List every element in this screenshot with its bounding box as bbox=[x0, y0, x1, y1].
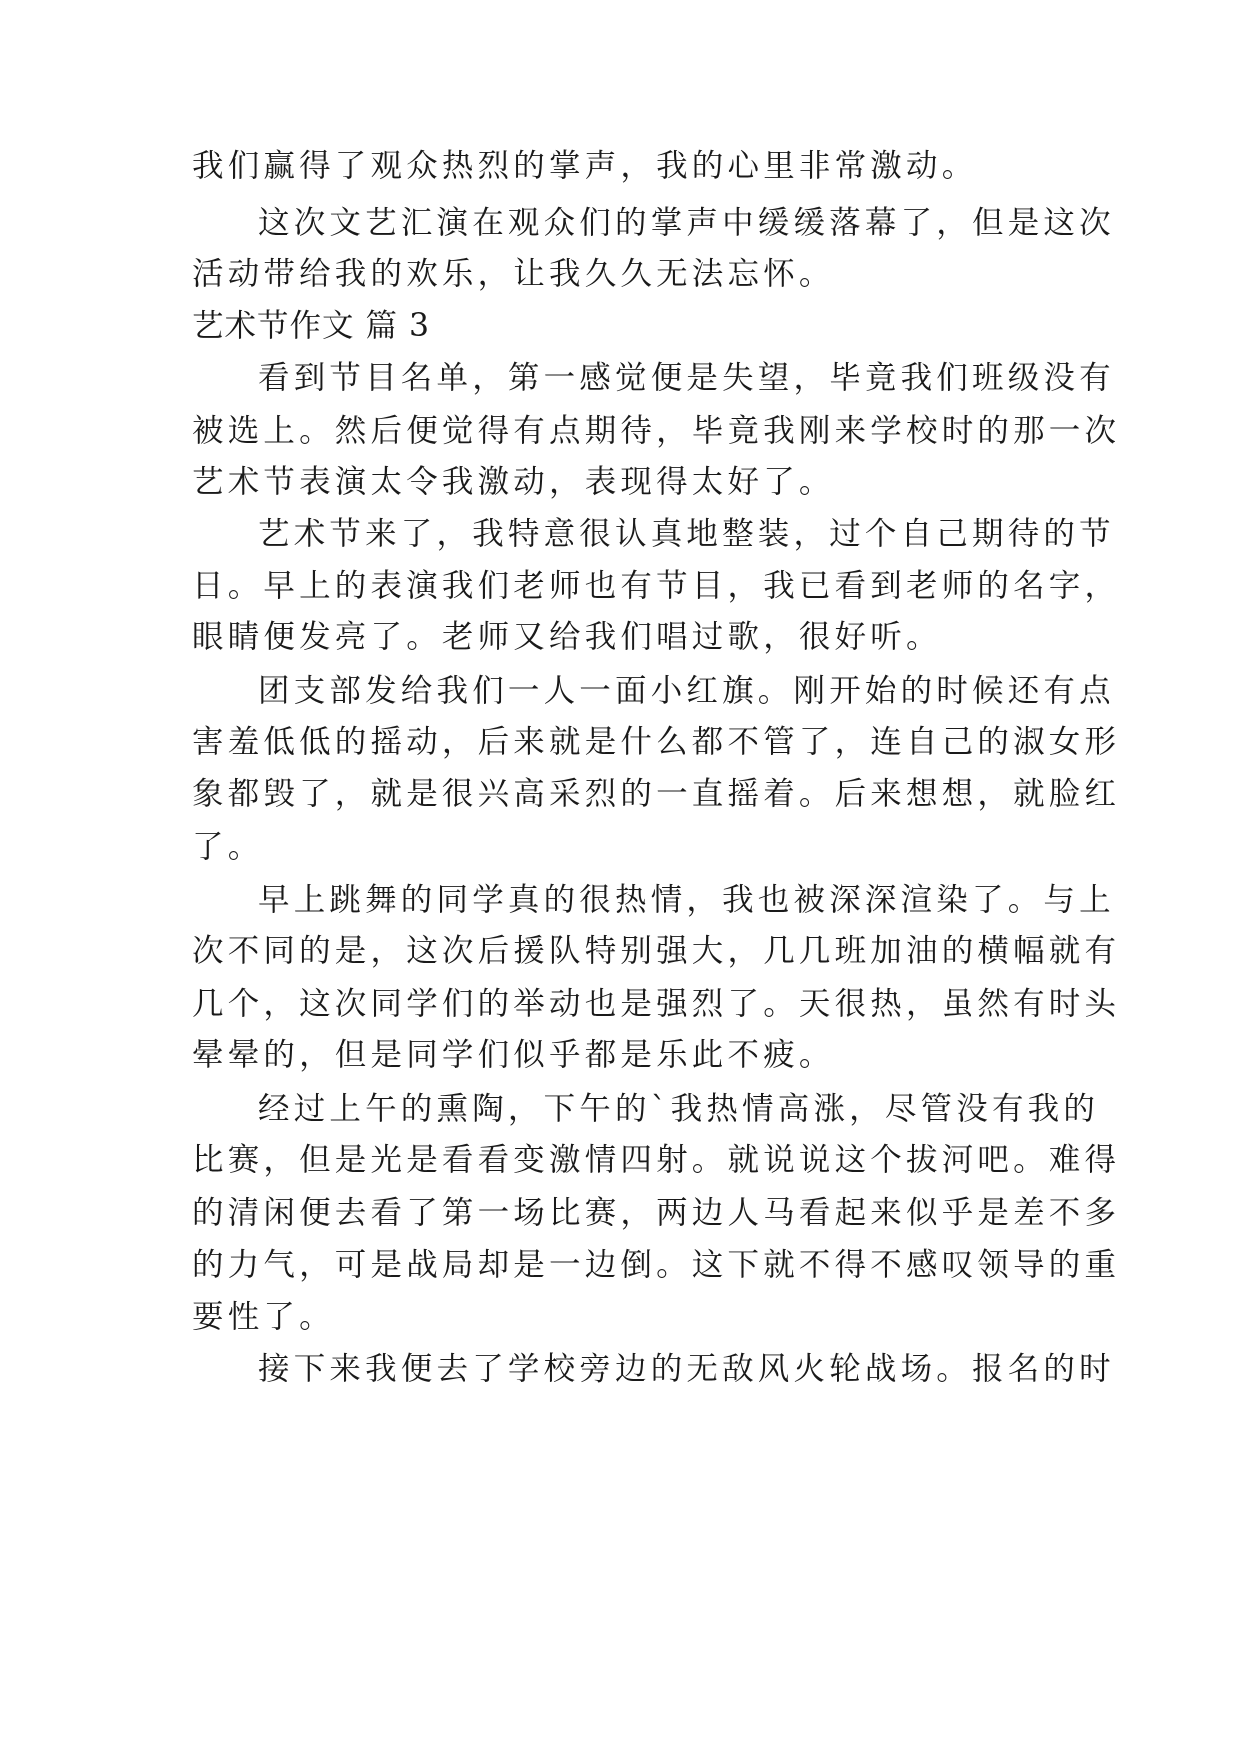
paragraph-first-line: 团支部发给我们一人一面小红旗。刚开始的时候还有点 bbox=[258, 673, 1115, 709]
text-line: 象都毁了，就是很兴高采烈的一直摇着。后来想想，就脸红 bbox=[192, 776, 1121, 812]
text-line: 的力气，可是战局却是一边倒。这下就不得不感叹领导的重 bbox=[192, 1247, 1121, 1283]
text-line: 活动带给我的欢乐，让我久久无法忘怀。 bbox=[192, 256, 835, 292]
paragraph-first-line: 经过上午的熏陶，下午的`我热情高涨，尽管没有我的 bbox=[258, 1091, 1100, 1127]
paragraph-first-line: 这次文艺汇演在观众们的掌声中缓缓落幕了，但是这次 bbox=[258, 205, 1115, 241]
text-line: 艺术节表演太令我激动，表现得太好了。 bbox=[192, 464, 835, 500]
paragraph-first-line: 艺术节来了，我特意很认真地整装，过个自己期待的节 bbox=[258, 516, 1115, 552]
paragraph-first-line: 早上跳舞的同学真的很热情，我也被深深渲染了。与上 bbox=[258, 882, 1115, 918]
section-heading: 艺术节作文 篇 3 bbox=[192, 308, 431, 344]
text-line: 我们赢得了观众热烈的掌声，我的心里非常激动。 bbox=[192, 148, 978, 184]
text-line: 几个，这次同学们的举动也是强烈了。天很热，虽然有时头 bbox=[192, 986, 1121, 1022]
text-line: 被选上。然后便觉得有点期待，毕竟我刚来学校时的那一次 bbox=[192, 413, 1121, 449]
text-line: 的清闲便去看了第一场比赛，两边人马看起来似乎是差不多 bbox=[192, 1195, 1121, 1231]
text-line: 次不同的是，这次后援队特别强大，几几班加油的横幅就有 bbox=[192, 933, 1121, 969]
text-line: 害羞低低的摇动，后来就是什么都不管了，连自己的淑女形 bbox=[192, 724, 1121, 760]
paragraph-first-line: 看到节目名单，第一感觉便是失望，毕竟我们班级没有 bbox=[258, 360, 1115, 396]
text-line: 比赛，但是光是看看变激情四射。就说说这个拔河吧。难得 bbox=[192, 1142, 1121, 1178]
text-line: 要性了。 bbox=[192, 1299, 335, 1335]
text-line: 了。 bbox=[192, 829, 264, 865]
text-line: 眼睛便发亮了。老师又给我们唱过歌，很好听。 bbox=[192, 619, 942, 655]
paragraph-first-line: 接下来我便去了学校旁边的无敌风火轮战场。报名的时 bbox=[258, 1351, 1115, 1387]
text-line: 日。早上的表演我们老师也有节目，我已看到老师的名字， bbox=[192, 568, 1121, 604]
text-line: 晕晕的，但是同学们似乎都是乐此不疲。 bbox=[192, 1037, 835, 1073]
